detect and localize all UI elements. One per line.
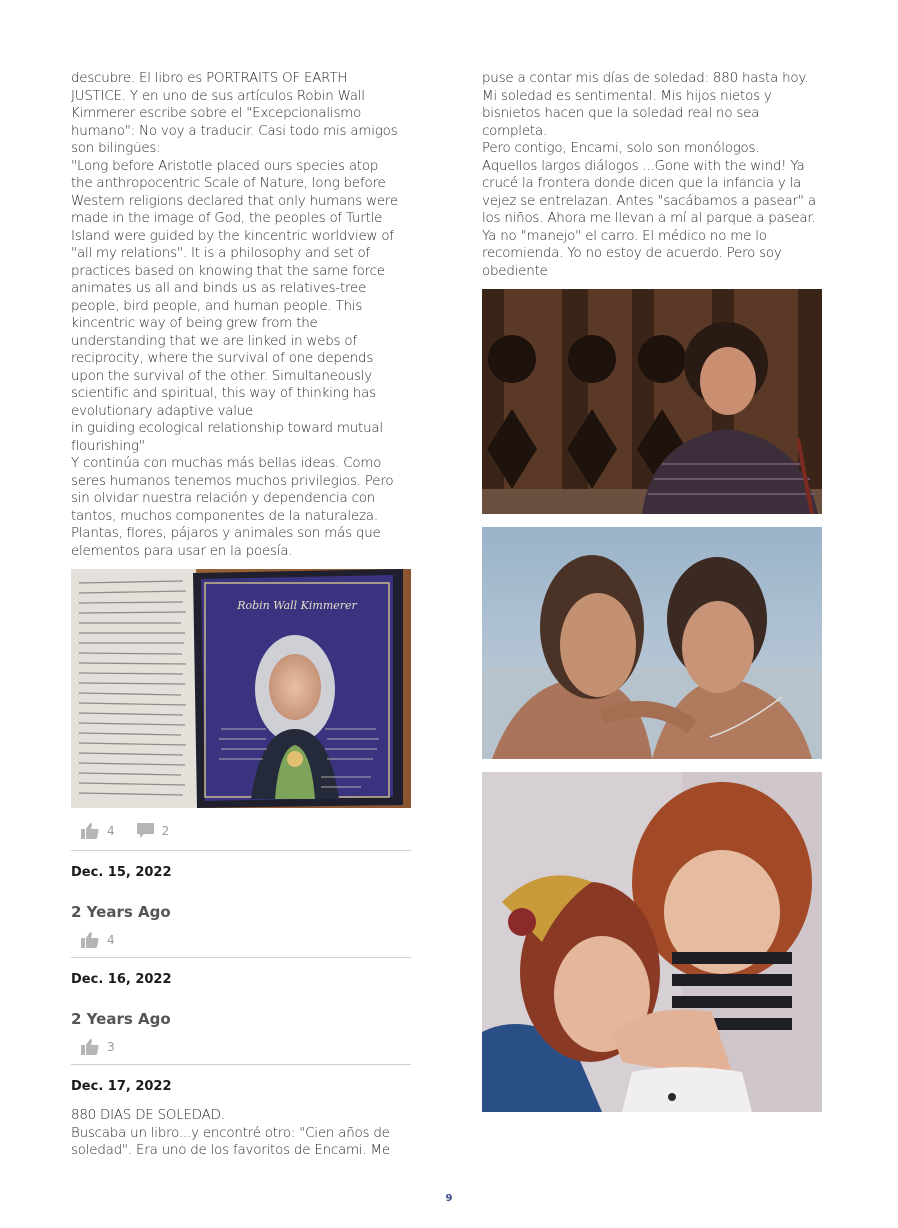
entry-time-ago[interactable]: 2 Years Ago	[71, 903, 171, 921]
post-reactions	[71, 812, 411, 850]
thumbs-up-icon	[81, 823, 99, 839]
intro-text: descubre. El libro es PORTRAITS OF EARTH JUSTICE. Y en uno de sus artículos Robin Wall Kimmerer escribe sobre el "Excepcionalismo humano": No voy a traducir. Casi todo mis amigos son bilingües: "Long before Aristotle placed ours species atop the anthropocentric Scale of Nature, long before Western religions declared that only humans were made in the image of God, the peoples of Turtle Island were guided by the kincentric worldview of "all my relations". It is a philosophy and set of practices based on knowing that the same force animates us all and binds us as relatives-tree people, bird people, and human people. This kincentric way of being grew from the understanding that we are linked in webs of reciprocity, where the survival of one depends upon the survival of the other. Simultaneously scientific and spiritual, this way of thinking has evolutionary adaptive value in guiding ecological relationship toward mutual flourishing" Y continúa con muchas más bellas ideas. Como seres humanos tenemos muchos privilegios. Pero sin olvidar nuestra relación y dependencia con tantos, muchos componentes de la naturaleza. Plantas, flores, pájaros y animales son más que elementos para usar en la poesía.	[71, 71, 398, 559]
book-portrait-title: Robin Wall Kimmerer	[237, 599, 357, 612]
left-column	[71, 70, 411, 1160]
like-count: 3	[107, 1040, 115, 1054]
entry-reactions	[71, 1030, 411, 1064]
book-portrait-image	[71, 569, 411, 808]
photo-elder-woman[interactable]	[482, 289, 822, 514]
entry-text: 880 DIAS DE SOLEDAD. Buscaba un libro...y encontré otro: "Cien años de soledad". Era uno de los favoritos de Encami. Me	[71, 1108, 390, 1158]
portrait-woman-image	[482, 289, 822, 514]
comment-icon	[137, 823, 154, 839]
right-text: puse a contar mis días de soledad: 880 hasta hoy. Mi soledad es sentimental. Mis hijos nietos y bisnietos hacen que la soledad real no sea completa. Pero contigo, Encami, solo son monólogos. Aquellos largos diálogos ...Gone with the wind! Ya crucé la frontera donde dicen que la infancia y la vejez se entrelazan. Antes "sacábamos a pasear" a los niños. Ahora me llevan a mí al parque a pasear. Ya no "manejo" el carro. El médico no me lo recomienda. Yo no estoy de acuerdo. Pero soy obediente	[482, 71, 816, 279]
like-group[interactable]	[81, 823, 115, 839]
photo-two-girls[interactable]	[482, 772, 822, 1112]
page-number: 9	[445, 1193, 453, 1204]
thumbs-up-icon	[81, 1039, 99, 1055]
divider	[71, 957, 411, 958]
entry-date: Dec. 16, 2022	[71, 972, 172, 987]
comment-group[interactable]	[137, 823, 170, 839]
book-photo[interactable]	[71, 569, 411, 808]
like-count: 4	[107, 933, 115, 947]
entry-reactions	[71, 923, 411, 957]
entry-date: Dec. 15, 2022	[71, 865, 172, 880]
like-group[interactable]	[81, 1039, 115, 1055]
like-count: 4	[107, 824, 115, 838]
entry-date: Dec. 17, 2022	[71, 1079, 172, 1094]
thumbs-up-icon	[81, 932, 99, 948]
divider	[71, 850, 411, 851]
two-women-image	[482, 527, 822, 759]
two-girls-image	[482, 772, 822, 1112]
entry-time-ago[interactable]: 2 Years Ago	[71, 1010, 171, 1028]
divider	[71, 1064, 411, 1065]
photo-two-women[interactable]	[482, 527, 822, 759]
right-column	[482, 70, 822, 1112]
comment-count: 2	[161, 824, 170, 838]
like-group[interactable]	[81, 932, 115, 948]
